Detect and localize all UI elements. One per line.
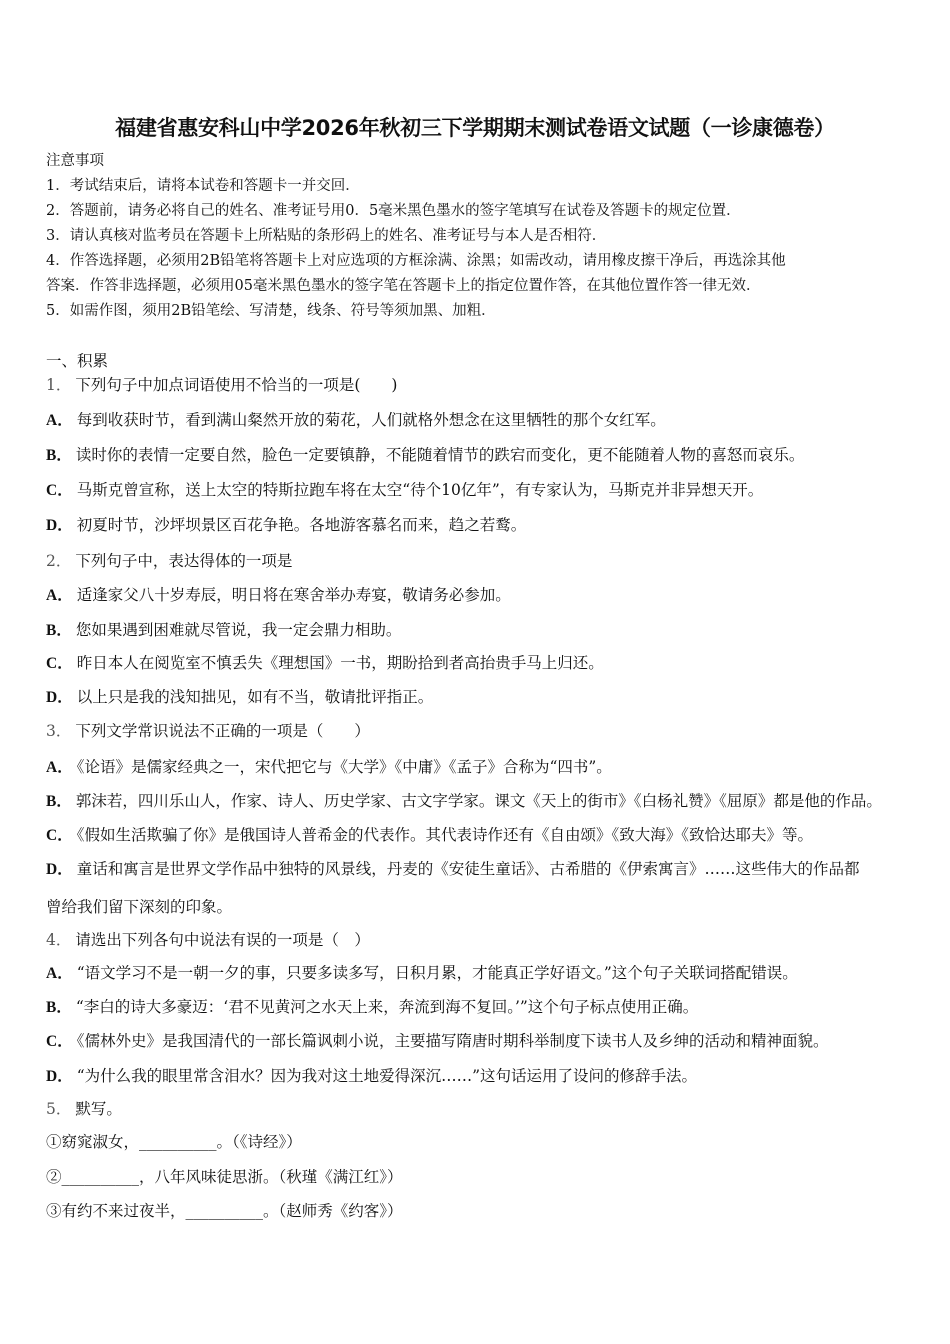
notice-heading: 注意事项 bbox=[46, 153, 104, 169]
question-stem bbox=[46, 721, 370, 741]
option-text: “为什么我的眼里常含泪水？因为我对这土地爱得深沉……”这句话运用了设问的修辞手法。 bbox=[76, 1067, 698, 1085]
notice-item: 1．考试结束后，请将本试卷和答题卡一并交回． bbox=[46, 178, 360, 194]
question-stem bbox=[46, 375, 397, 395]
option-letter: D． bbox=[46, 689, 73, 706]
option-c bbox=[46, 653, 604, 674]
question-number: 1． bbox=[46, 376, 72, 394]
question-number: 4． bbox=[46, 931, 72, 949]
question-text: 下列文学常识说法不正确的一项是（ ） bbox=[75, 722, 370, 740]
option-continuation: 曾给我们留下深刻的印象。 bbox=[46, 898, 233, 916]
option-letter: C． bbox=[46, 1033, 73, 1050]
option-c bbox=[46, 480, 763, 501]
option-text: 读时你的表情一定要自然，脸色一定要镇静，不能随着情节的跌宕而变化，更不能随着人物的喜怒而哀乐。 bbox=[75, 446, 805, 464]
option-b bbox=[46, 620, 401, 641]
option-letter: A． bbox=[46, 587, 73, 604]
option-letter: A． bbox=[46, 759, 73, 776]
option-text: 初夏时节，沙坪坝景区百花争艳。各地游客慕名而来，趋之若鹜。 bbox=[76, 516, 527, 534]
option-letter: B． bbox=[46, 447, 72, 464]
option-letter: A． bbox=[46, 965, 73, 982]
question-text: 默写。 bbox=[75, 1100, 122, 1118]
option-c bbox=[46, 825, 813, 846]
option-text: 以上只是我的浅知拙见，如有不当，敬请批评指正。 bbox=[76, 688, 434, 706]
option-b bbox=[46, 791, 882, 812]
notice-item: 答案．作答非选择题，必须用05毫米黑色墨水的签字笔在答题卡上的指定位置作答，在其他位置作答一律无效． bbox=[46, 278, 761, 294]
option-letter: B． bbox=[46, 622, 72, 639]
option-letter: D． bbox=[46, 1068, 73, 1085]
option-letter: D． bbox=[46, 517, 73, 534]
option-b bbox=[46, 445, 804, 466]
option-text: 适逢家父八十岁寿辰，明日将在寒舍举办寿宴，敬请务必参加。 bbox=[76, 586, 511, 604]
option-d bbox=[46, 687, 433, 708]
option-c bbox=[46, 1031, 828, 1052]
option-text: 《论语》是儒家经典之一，宋代把它与《大学》《中庸》《孟子》合称为“四书”。 bbox=[76, 758, 612, 776]
option-d bbox=[46, 859, 859, 880]
option-text: 每到收获时节，看到满山粲然开放的菊花，人们就格外想念在这里牺牲的那个女红军。 bbox=[76, 411, 666, 429]
option-d bbox=[46, 515, 526, 536]
option-text: 《假如生活欺骗了你》是俄国诗人普希金的代表作。其代表诗作还有《自由颂》《致大海》《致恰达耶夫》等。 bbox=[76, 826, 813, 844]
question-stem bbox=[46, 551, 292, 571]
option-letter: A． bbox=[46, 412, 73, 429]
option-letter: C． bbox=[46, 827, 73, 844]
option-letter: B． bbox=[46, 999, 72, 1016]
option-text: “李白的诗大多豪迈：‘君不见黄河之水天上来，奔流到海不复回。’”这个句子标点使用正确。 bbox=[75, 998, 699, 1016]
option-text: 《儒林外史》是我国清代的一部长篇讽刺小说，主要描写隋唐时期科举制度下读书人及乡绅的活动和精神面貌。 bbox=[76, 1032, 829, 1050]
question-number: 2． bbox=[46, 552, 72, 570]
option-a bbox=[46, 757, 612, 778]
question-number: 3． bbox=[46, 722, 72, 740]
option-a bbox=[46, 963, 798, 984]
option-a bbox=[46, 410, 666, 431]
section-heading: 一、积累 bbox=[46, 352, 109, 370]
option-letter: C． bbox=[46, 482, 73, 499]
option-letter: B． bbox=[46, 793, 72, 810]
notice-item: 4．作答选择题，必须用2B铅笔将答题卡上对应选项的方框涂满、涂黑；如需改动，请用橡皮擦干净后，再选涂其他 bbox=[46, 253, 786, 269]
option-letter: D． bbox=[46, 861, 73, 878]
option-text: 昨日本人在阅览室不慎丢失《理想国》一书，期盼拾到者高抬贵手马上归还。 bbox=[76, 654, 604, 672]
question-text: 下列句子中，表达得体的一项是 bbox=[75, 552, 293, 570]
option-letter: C． bbox=[46, 655, 73, 672]
option-d bbox=[46, 1066, 697, 1087]
option-text: 您如果遇到困难就尽管说，我一定会鼎力相助。 bbox=[75, 621, 402, 639]
dictation-item: ③有约不来过夜半，__________。（赵师秀《约客》） bbox=[46, 1202, 403, 1220]
question-text: 下列句子中加点词语使用不恰当的一项是( ) bbox=[75, 376, 398, 394]
question-text: 请选出下列各句中说法有误的一项是（ ） bbox=[75, 931, 370, 949]
notice-item: 2．答题前，请务必将自己的姓名、准考证号用0．5毫米黑色墨水的签字笔填写在试卷及答题卡的规定位置． bbox=[46, 203, 741, 219]
question-stem bbox=[46, 930, 370, 950]
option-text: 马斯克曾宣称，送上太空的特斯拉跑车将在太空“待个10亿年”，有专家认为，马斯克并非异想天开。 bbox=[76, 481, 764, 499]
dictation-item: ①窈窕淑女，__________。（《诗经》） bbox=[46, 1133, 302, 1151]
option-a bbox=[46, 585, 511, 606]
option-text: 童话和寓言是世界文学作品中独特的风景线，丹麦的《安徒生童话》、古希腊的《伊索寓言》……这些伟大的作品都 bbox=[76, 860, 860, 878]
option-b bbox=[46, 997, 698, 1018]
dictation-item: ②__________，八年风味徒思浙。（秋瑾《满江红》） bbox=[46, 1168, 403, 1186]
option-text: 郭沫若，四川乐山人，作家、诗人、历史学家、古文字学家。课文《天上的街市》《白杨礼赞》《屈原》都是他的作品。 bbox=[75, 792, 882, 810]
option-text: “语文学习不是一朝一夕的事，只要多读多写，日积月累，才能真正学好语文。”这个句子关联词搭配错误。 bbox=[76, 964, 798, 982]
question-stem bbox=[46, 1099, 122, 1119]
notice-item: 5．如需作图，须用2B铅笔绘、写清楚，线条、符号等须加黑、加粗． bbox=[46, 303, 496, 319]
question-number: 5． bbox=[46, 1100, 72, 1118]
page-title: 福建省惠安科山中学2026年秋初三下学期期末测试卷语文试题（一诊康德卷） bbox=[115, 116, 835, 140]
notice-item: 3．请认真核对监考员在答题卡上所粘贴的条形码上的姓名、准考证号与本人是否相符． bbox=[46, 228, 607, 244]
